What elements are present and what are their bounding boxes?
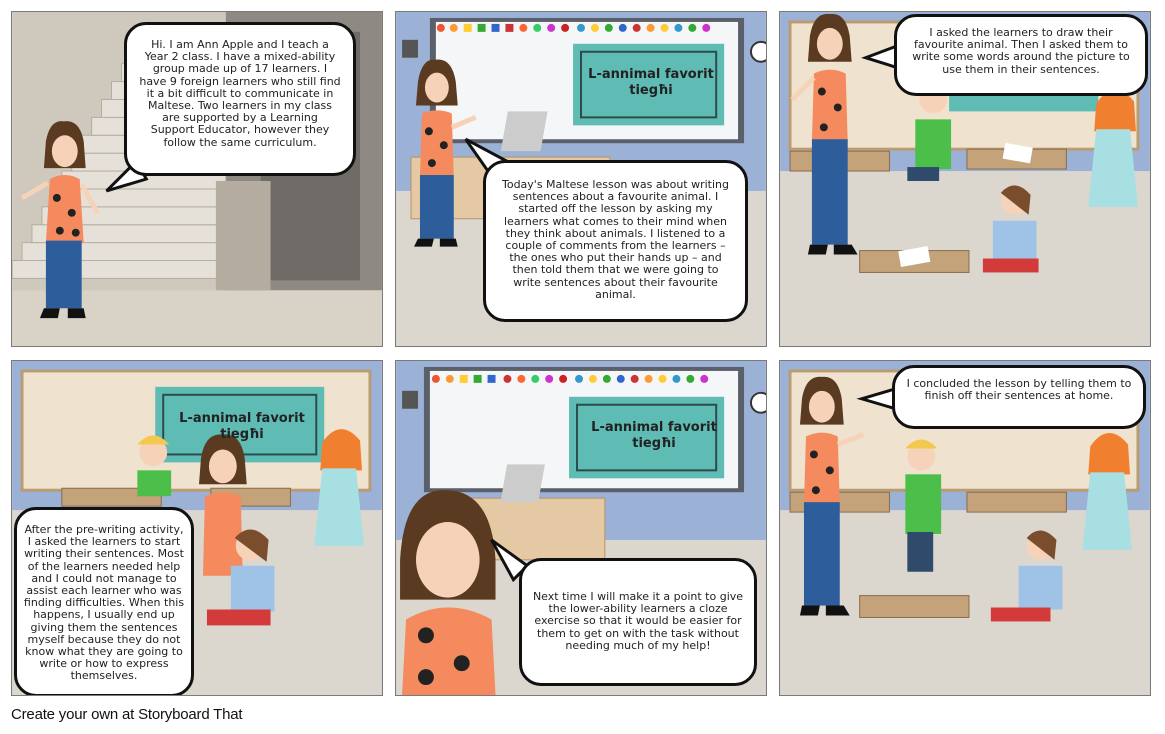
panel-6 — [779, 360, 1151, 696]
panel-1 — [11, 11, 383, 347]
panel-3 — [779, 11, 1151, 347]
panel-2 — [395, 11, 767, 347]
teacher-closeup — [400, 490, 495, 695]
speech-bubble: I concluded the lesson by telling them to finish off their sentences at home. — [892, 365, 1146, 429]
footer-credit[interactable]: Create your own at Storyboard That — [11, 706, 243, 723]
board-title: L-annimal favorit tiegħi — [179, 411, 305, 442]
panel-5 — [395, 360, 767, 696]
panel-4 — [11, 360, 383, 696]
speech-bubble: Today's Maltese lesson was about writing sentences about a favourite animal. I started off the lesson by asking my learners what comes to their mind when they think about animals. I listened to a couple of comments from the learners – the ones who put their hands up – and then told them that we were going to write sentences about their favourite animal. — [483, 160, 748, 322]
speech-bubble: I asked the learners to draw their favourite animal. Then I asked them to write some words around the picture to use them in their sentences. — [894, 14, 1148, 96]
speech-bubble: After the pre-writing activity, I asked the learners to start writing their sentences. Most of the learners needed help and I could not manage to assist each learner who was finding difficulties. When this happens, I usually end up giving them the sentences myself because they do not know what they are going to write or how to express themselves. — [14, 507, 194, 696]
speech-bubble: Hi. I am Ann Apple and I teach a Year 2 class. I have a mixed-ability group made up of 17 learners. I have 9 foreign learners who still find it a bit difficult to communicate in Maltese. Two learners in my class are supported by a Learning Support Educator, however they follow the same curriculum. — [124, 22, 356, 176]
board-title: L-annimal favorit tiegħi — [591, 420, 717, 451]
speech-bubble: Next time I will make it a point to give the lower-ability learners a cloze exercise so that it would be easier for them to get on with the task without needing much of my help! — [519, 558, 757, 686]
board-title: L-annimal favorit tiegħi — [588, 67, 714, 98]
